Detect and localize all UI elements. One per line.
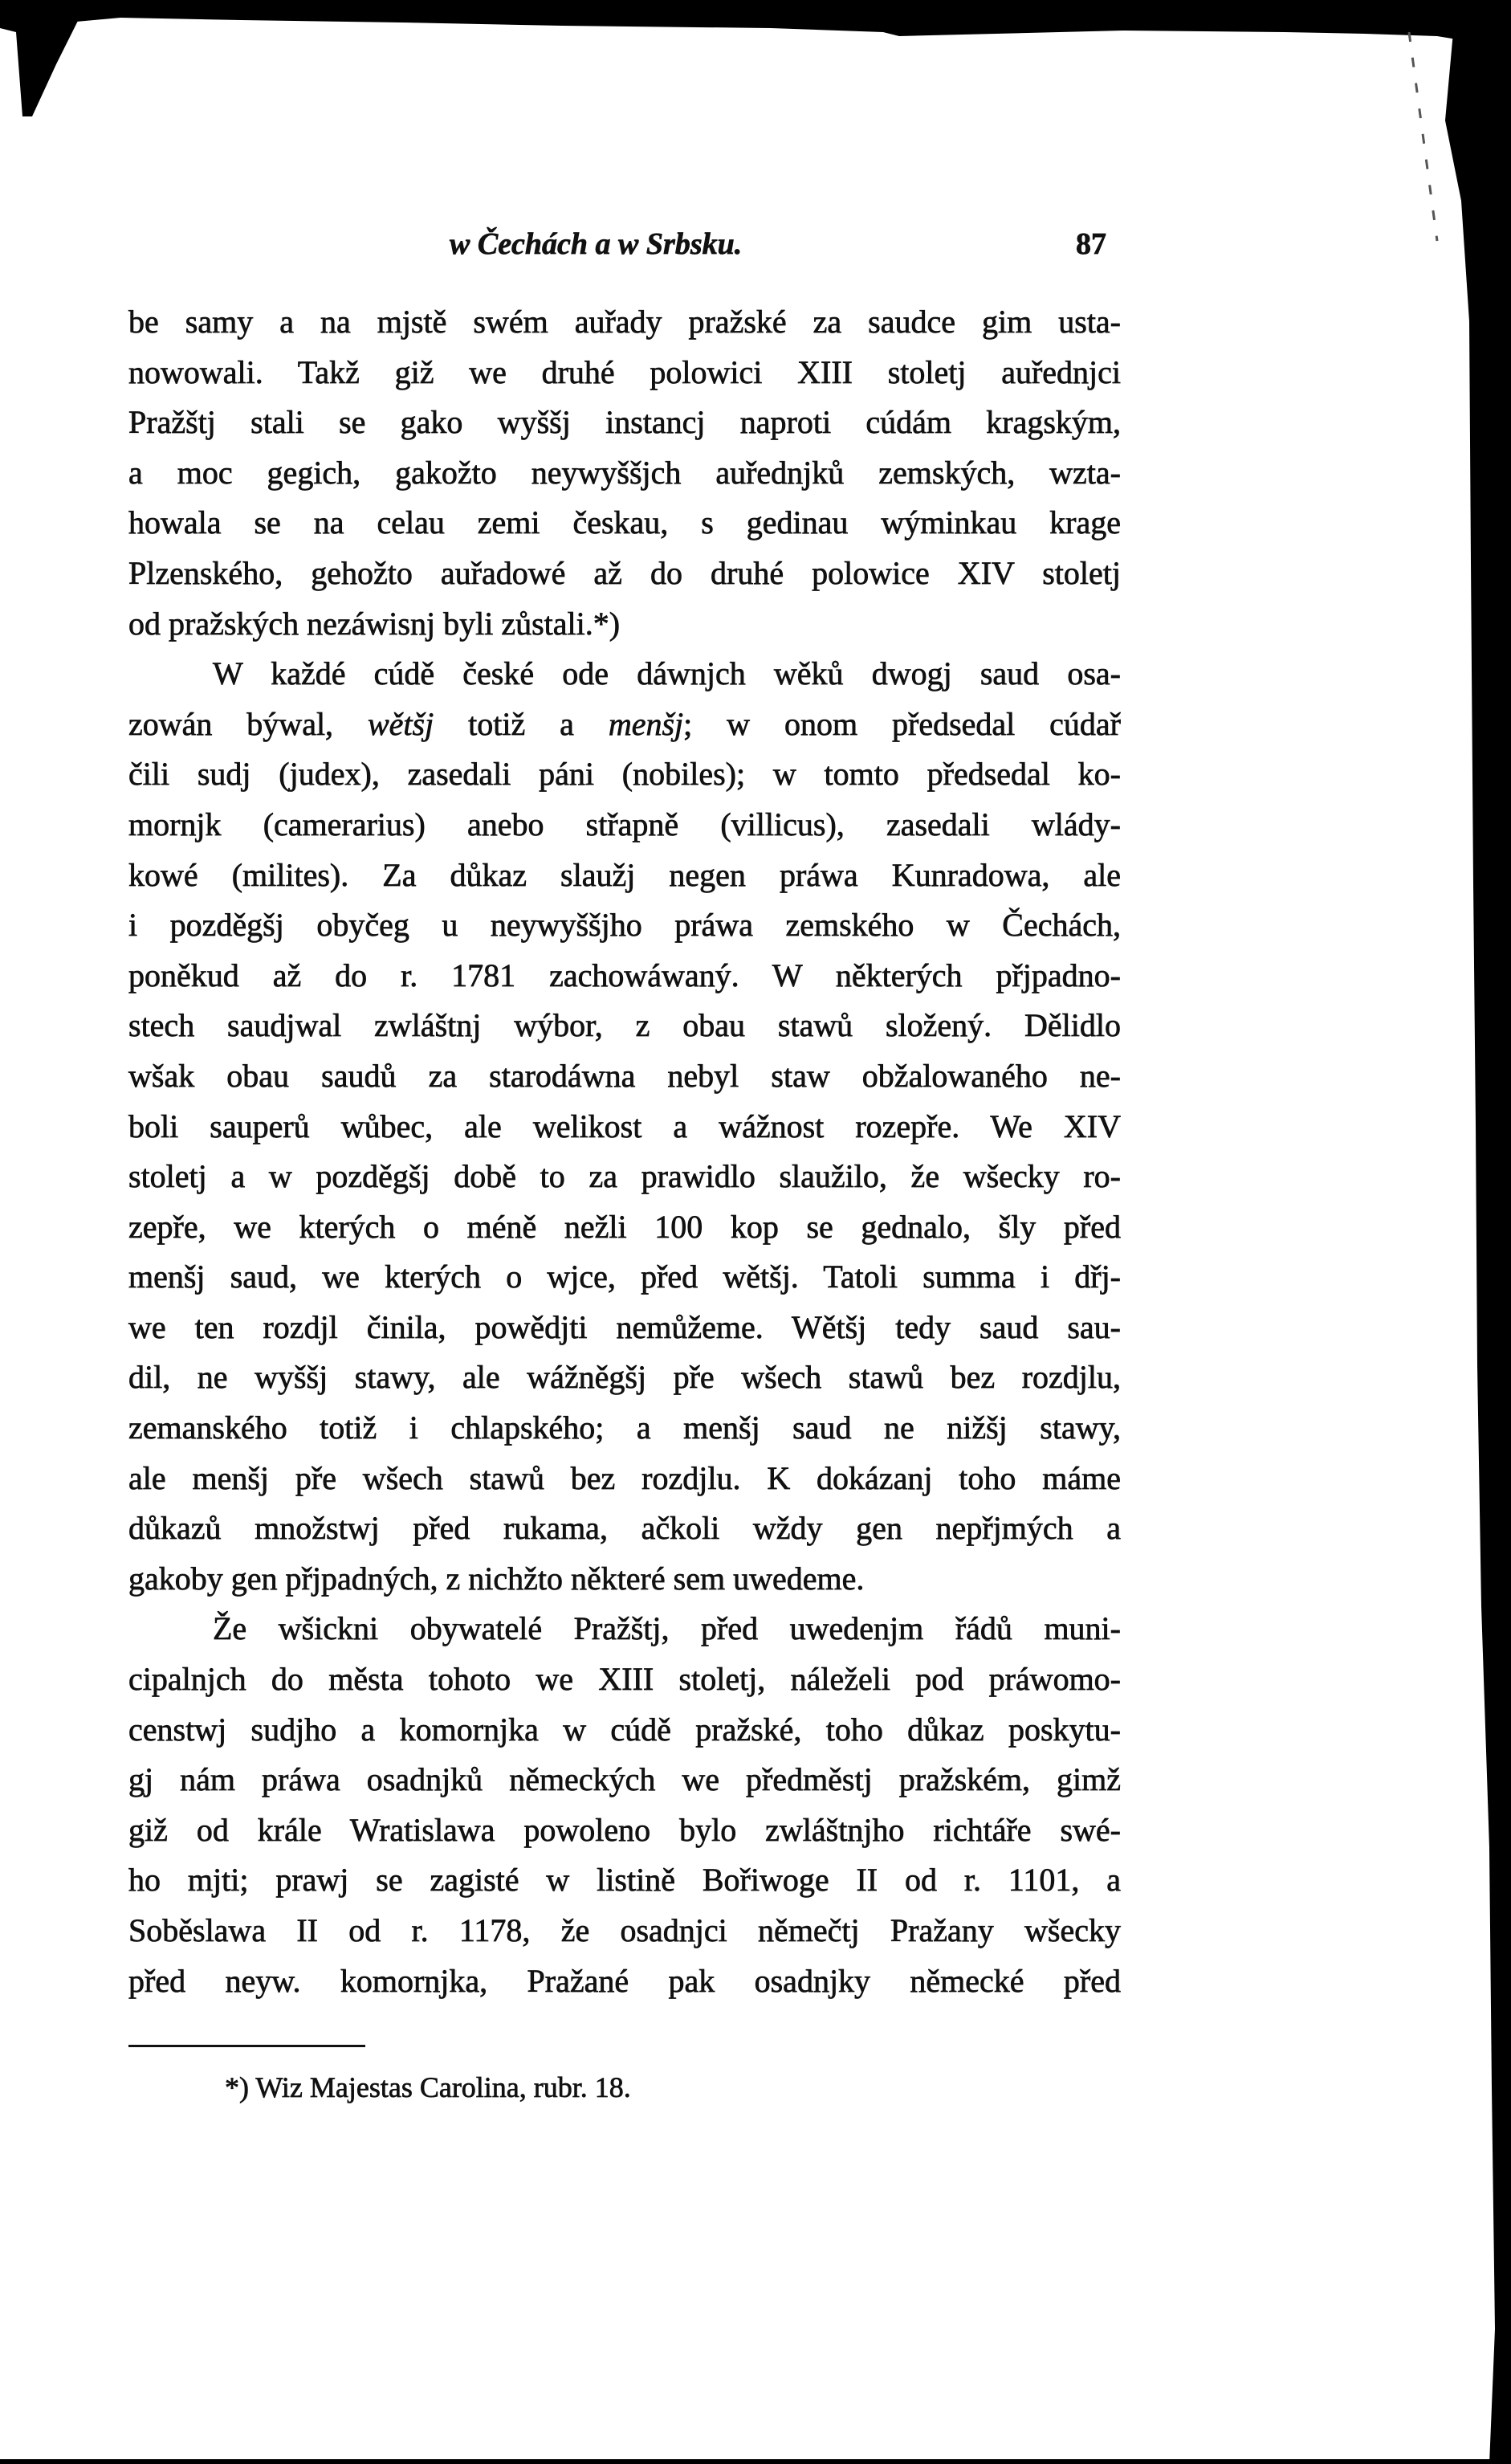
line-text: i pozděgšj obyčeg u neywyššjho práwa zemského w Čechách, (128, 907, 1121, 944)
running-head: w Čechách a w Srbsku. (450, 227, 743, 261)
line-text: giž od krále Wratislawa powoleno bylo zwláštnjho richtáře swé- (128, 1811, 1121, 1848)
page-number: 87 (1076, 227, 1106, 261)
text-line (128, 1956, 1121, 2007)
text-line (128, 1554, 1121, 1605)
line-text: nowowali. Takž giž we druhé polowici XIII stoletj auřednjci (128, 353, 1121, 390)
text-line (128, 297, 1121, 348)
line-text: Soběslawa II od r. 1178, že osadnjci němečtj Pražany wšecky (128, 1912, 1121, 1948)
right-page-crease (1409, 32, 1437, 241)
line-text: před neyw. komornjka, Pražané pak osadnjky německé před (128, 1962, 1121, 1999)
paragraph-first-line (128, 1604, 1121, 1654)
line-text: kowé (milites). Za důkaz slaužj negen práwa Kunradowa, ale (128, 856, 1121, 893)
line-text: wšak obau saudů za starodáwna nebyl staw obžalowaného ne- (128, 1057, 1121, 1094)
text-line (128, 1152, 1121, 1202)
bottom-scan-shadow (0, 2459, 1511, 2464)
line-text: důkazů množstwj před rukama, ačkoli wždy gen nepřjmých a (128, 1510, 1121, 1547)
line-text: ale menšj pře wšech stawů bez rozdjlu. K dokázanj toho máme (128, 1459, 1121, 1496)
line-text: howala se na celau zemi českau, s gedinau wýminkau krage (128, 504, 1121, 541)
text-line (128, 1654, 1121, 1705)
line-text: cipalnjch do města tohoto we XIII stoletj, náleželi pod práwomo- (128, 1661, 1121, 1698)
text-line (128, 749, 1121, 800)
text-line (128, 1755, 1121, 1805)
line-text: boli sauperů wůbec, ale welikost a wážnost rozepře. We XIV (128, 1108, 1121, 1144)
text-line (128, 498, 1121, 549)
text-line (128, 1001, 1121, 1051)
text-line (128, 900, 1121, 951)
line-text: dil, ne wyššj stawy, ale wážněgšj pře wšech stawů bez rozdjlu, (128, 1359, 1121, 1396)
text-line (128, 549, 1121, 599)
text-line (128, 1352, 1121, 1403)
line-text: we ten rozdjl činila, powědjti nemůžeme. Wětšj tedy saud sau- (128, 1308, 1121, 1345)
line-text: poněkud až do r. 1781 zachowáwaný. W některých přjpadno- (128, 957, 1121, 993)
line-text: zowán býwal, (128, 705, 368, 742)
line-text: zemanského totiž i chlapského; a menšj saud ne nižšj stawy, (128, 1409, 1121, 1446)
line-text: gj nám práwa osadnjků německých we předměstj pražském, gimž (128, 1761, 1121, 1798)
line-text: totiž a (434, 705, 609, 742)
right-scan-shadow (1445, 0, 1511, 2464)
line-text: W každé cúdě české ode dáwnjch wěků dwogj saud osa- (213, 655, 1121, 692)
line-text: censtwj sudjho a komornjka w cúdě pražské, toho důkaz poskytu- (128, 1711, 1121, 1748)
text-line (128, 1303, 1121, 1353)
line-text: Pražštj stali se gako wyššj instancj naproti cúdám kragským, (128, 404, 1121, 441)
left-scan-wedge (0, 0, 88, 116)
text-line (128, 951, 1121, 1002)
text-line (128, 1252, 1121, 1303)
text-line (128, 1102, 1121, 1152)
text-line (128, 599, 1121, 650)
line-text: a moc gegich, gakožto neywyššjch auřednjků zemských, wzta- (128, 454, 1121, 491)
line-text: čili sudj (judex), zasedali páni (nobiles); w tomto předsedal ko- (128, 756, 1121, 793)
text-line (128, 800, 1121, 851)
text-line (128, 1051, 1121, 1102)
footnote-divider (128, 2045, 365, 2047)
line-text: Že wšickni obywatelé Pražštj, před uwedenjm řádů muni- (213, 1610, 1121, 1647)
text-line (128, 851, 1121, 901)
body-text (128, 297, 1121, 2006)
line-text: be samy a na mjstě swém auřady pražské za saudce gim usta- (128, 304, 1121, 340)
footnote: *) Wiz Majestas Carolina, rubr. 18. (225, 2071, 631, 2103)
line-text: menšj saud, we kterých o wjce, před wětšj. Tatoli summa i dřj- (128, 1259, 1121, 1295)
line-text: zepře, we kterých o méně nežli 100 kop se gednalo, šly před (128, 1208, 1121, 1245)
text-line (128, 348, 1121, 398)
line-text: stech saudjwal zwláštnj wýbor, z obau stawů složený. Dělidlo (128, 1007, 1121, 1044)
text-line (128, 1454, 1121, 1504)
line-text: gakoby gen přjpadných, z nichžto některé sem uwedeme. (128, 1560, 865, 1597)
text-line (128, 398, 1121, 448)
paragraph-first-line (128, 649, 1121, 700)
text-line (128, 1805, 1121, 1856)
text-line (128, 1202, 1121, 1253)
text-line (128, 1403, 1121, 1454)
line-text: ho mjti; prawj se zagisté w listině Bořiwoge II od r. 1101, a (128, 1862, 1121, 1899)
line-text: Plzenského, gehožto auřadowé až do druhé polowice XIV stoletj (128, 554, 1121, 591)
line-text: od pražských nezáwisnj byli zůstali.*) (128, 605, 621, 642)
emphasized-term: wětšj (367, 705, 434, 742)
text-line (128, 448, 1121, 499)
text-line (128, 1906, 1121, 1956)
line-text: ; w onom předsedal cúdař (683, 705, 1121, 742)
text-line (128, 1705, 1121, 1756)
top-scan-shadow (0, 0, 1511, 48)
text-line (128, 1855, 1121, 1906)
text-line (128, 700, 1121, 750)
emphasized-term: menšj (608, 705, 684, 742)
line-text: stoletj a w pozděgšj době to za prawidlo slaužilo, že wšecky ro- (128, 1158, 1121, 1195)
text-line (128, 1503, 1121, 1554)
line-text: mornjk (camerarius) anebo střapně (villicus), zasedali wlády- (128, 806, 1121, 842)
